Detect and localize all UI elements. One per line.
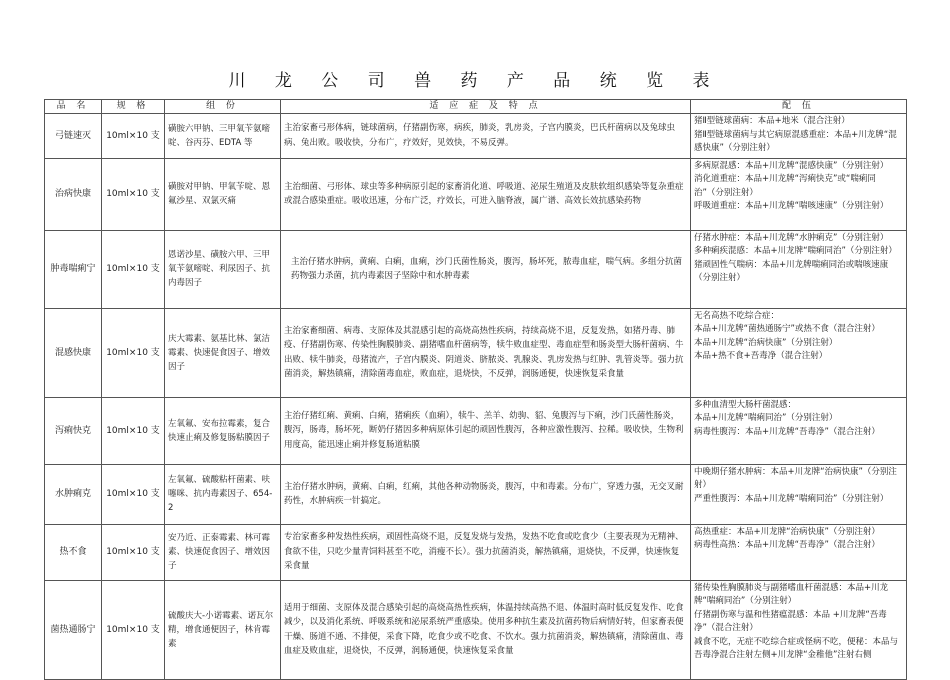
- product-ingredients: 左氧氟、安布拉霉素，复合快速止痢及修复肠粘膜因子: [165, 397, 281, 464]
- product-spec: 10ml×10 支: [102, 230, 165, 308]
- combination-line: 猪顽固性气喘病：本品+川龙牌喘痢同治或喘咳速康（分别注射）: [694, 259, 889, 283]
- product-spec: 10ml×10 支: [102, 114, 165, 159]
- table-row: [45, 230, 907, 308]
- product-indications: 主治仔猪水肿病，黄痢、白痢，红痢，其他各种动物肠炎，腹泻，中和毒素。分布广，穿透力强，无交叉耐药性，水肿病疾一针搞定。: [281, 464, 691, 524]
- product-name: 水肿痢克: [45, 464, 102, 524]
- product-name: 弓链速灭: [45, 114, 102, 159]
- product-indications: 主治家畜弓形体病，链球菌病，仔猪副伤寒，病疾，肺炎，乳房炎，子宫内膜炎，巴氏杆菌病以及兔球虫病、兔出败。吸收快，分布广，疗效好，见效快，不易反弹。: [281, 114, 691, 159]
- product-name: 混感快康: [45, 308, 102, 397]
- table-row: [45, 114, 907, 159]
- table-row: [45, 397, 907, 464]
- product-ingredients: 左氧氟、硫酸粘杆菌素、呋噻咪、抗内毒素因子、654-2: [165, 464, 281, 524]
- product-name: 泻痢快克: [45, 397, 102, 464]
- header-name: 品 名: [45, 100, 102, 114]
- product-name: 肿毒喘痢宁: [45, 230, 102, 308]
- product-name: 热不食: [45, 524, 102, 580]
- combination-line: 呼吸道重症：本品+川龙牌“喘咳速康”（分别注射）: [694, 201, 889, 211]
- table-row: [45, 580, 907, 679]
- product-ingredients: 硫酸庆大-小诺霉素、诺瓦尔精，增食通便因子，林肯霉素: [165, 580, 281, 679]
- product-combination: [691, 308, 907, 397]
- combination-line: 仔猪副伤寒与温和性猪瘟混感：本品 +川龙牌“吾毒净”（混合注射）: [694, 609, 887, 633]
- product-spec: 10ml×10 支: [102, 158, 165, 230]
- combination-line: 多种痢疾混感：本品+川龙牌“喘痢同治”（分别注射）: [694, 246, 897, 256]
- combination-line: 多种血清型大肠杆菌混感：: [694, 399, 797, 410]
- table-row: [45, 464, 907, 524]
- combination-line: 无名高热不吃综合症：: [694, 310, 780, 321]
- combination-line: 多病原混感：本品+川龙牌“混感快康”（分别注射）: [694, 160, 889, 171]
- combination-line: 仔猪水肿症：本品+川龙牌“水肿痢克”（分别注射）: [694, 232, 889, 243]
- product-combination: [691, 158, 907, 230]
- combination-line: 中晚期仔猪水肿病：本品+川龙牌“治病快康”（分别注射）: [694, 466, 897, 490]
- product-spec: 10ml×10 支: [102, 308, 165, 397]
- product-ingredients: 磺胺六甲钠、三甲氧苄氨嘧啶、谷丙芬、EDTA 等: [165, 114, 281, 159]
- product-spec: 10ml×10 支: [102, 580, 165, 679]
- page-title: 川 龙 公 司 兽 药 产 品 统 览 表: [228, 71, 722, 91]
- product-name: 治病快康: [45, 158, 102, 230]
- product-spec: 10ml×10 支: [102, 464, 165, 524]
- header-ingredients: 组 份: [165, 100, 281, 114]
- header-row: [45, 100, 907, 114]
- combination-line: 猪传染性胸膜肺炎与副猪嗜血杆菌混感：本品+川龙牌“喘痢同治”（分别注射）: [694, 582, 889, 606]
- combination-line: 病毒性腹泻：本品+川龙牌“吾毒净”（混合注射）: [694, 426, 880, 437]
- product-ingredients: 恩诺沙星、磺胺六甲、三甲氧苄氨嘧啶、利尿因子、抗内毒因子: [165, 230, 281, 308]
- product-indications: 主治家畜细菌、病毒、支原体及其混感引起的高烧高热性疾病，持续高烧不退，反复发热，如猪丹毒、肺疫、仔猪副伤寒、传染性胸膜肺炎、副猪嗜血杆菌病等，犊牛败血症型、毒血症型和肠炎型大肠杆菌病、牛出败、犊牛肺炎，母猪流产，子宫内膜炎、阴道炎、脐脓炎、乳腺炎、乳房发热与红肿、乳管炎等。强力抗菌消炎，解热镇痛，清除菌毒血症，败血症，退烧快，不反弹，润肠通便，快速恢复采食量: [281, 308, 691, 397]
- header-indications: 适 应 症 及 特 点: [281, 100, 691, 114]
- product-ingredients: 庆大霉素、氨基比林、氯洁霉素、快速促食因子、增效因子: [165, 308, 281, 397]
- product-ingredients: 磺胺对甲钠、甲氧苄啶、恩氟沙星、双氯灭痛: [165, 158, 281, 230]
- combination-line: 本品+川龙牌“治病快康”（分别注射）: [694, 337, 838, 348]
- combination-line: 病毒性高热：本品+川龙牌“吾毒净”（混合注射）: [694, 540, 880, 550]
- product-spec: 10ml×10 支: [102, 524, 165, 580]
- product-combination: [691, 524, 907, 580]
- table-row: [45, 158, 907, 230]
- combination-line: 减食不吃，无症不吃综合症或怪病不吃，便秘：本品与吾毒净混合注射左侧+川龙牌“金稚他”注射右侧: [694, 636, 899, 660]
- combination-line: 本品+川龙牌“喘痢同治”（分别注射）: [694, 413, 838, 423]
- product-indications: 主治细菌、弓形体、球虫等多种病原引起的家畜消化道、呼吸道、泌尿生殖道及皮肤软组织感染等复杂重症或混合感染重症。吸收迅速，分布广泛，疗效长，可进入脑脊液，属广谱、高效长效抗感染药物: [281, 158, 691, 230]
- header-spec: 规 格: [102, 100, 165, 114]
- combination-line: 严重性腹泻：本品+川龙牌“喘痢同治”（分别注射）: [694, 493, 889, 504]
- product-table: [44, 99, 907, 680]
- combination-line: 本品+川龙牌“菌热通肠宁”或热不食（混合注射）: [694, 324, 880, 334]
- product-indications: 适用于细菌、支原体及混合感染引起的高烧高热性疾病，体温持续高热不退、体温时高时低反复发作、吃食减少，以及消化系统、呼吸系统和泌尿系统严重感染。使用多种抗生素及抗菌药物后病情好转，但家畜表便干燥、肠道不通、不排便，采食下降，吃食少或不吃食、不饮水。强力抗菌消炎，解热镇痛，清除菌血、毒血症及败血症，退烧快，不反弹，润肠通便，快速恢复采食量: [281, 580, 691, 679]
- product-spec: 10ml×10 支: [102, 397, 165, 464]
- product-indications: 专治家畜多种发热性疾病，顽固性高烧不退，反复发烧与发热，发热不吃食或吃食少（主要表现为无精神、食欲不佳，只吃少量青饲料甚至不吃，消瘦不长）。强力抗菌消炎，解热镇痛，退烧快，不反弹，快速恢复采食量: [281, 524, 691, 580]
- header-combination: 配 伍: [691, 100, 907, 114]
- product-indications: 主治仔猪水肿病，黄痢、白痢，血痢，沙门氏菌性肠炎，腹泻，肠坏死，脓毒血症，喘气病。多组分抗菌药物强力杀菌，抗内毒素因子坚除中和水肿毒素: [281, 230, 691, 308]
- product-ingredients: 安乃近、正泰霉素、林可霉素、快速促食因子、增效因子: [165, 524, 281, 580]
- product-combination: [691, 397, 907, 464]
- combination-line: 猪Ⅱ型链球菌病：本品+地米（混合注射）: [694, 116, 850, 126]
- product-combination: [691, 464, 907, 524]
- combination-line: 本品+热不食+吾毒净（混合注射）: [694, 351, 828, 361]
- product-name: 菌热通肠宁: [45, 580, 102, 679]
- combination-line: 高热重症：本品+川龙牌“治病快康”（分别注射）: [694, 526, 880, 537]
- table-row: [45, 308, 907, 397]
- combination-line: 消化道重症：本品+川龙牌“泻痢快克”或“喘痢同治”（分别注射）: [694, 174, 876, 198]
- product-combination: [691, 580, 907, 679]
- product-combination: [691, 230, 907, 308]
- combination-line: 猪Ⅱ型链球菌病与其它病原混感重症：本品+川龙牌“混感快康”（分别注射）: [694, 129, 897, 153]
- product-indications: 主治仔猪红痢、黄痢、白痢，猪痢疾（血痢），犊牛、羔羊、幼驹、貂、兔腹泻与下痢，沙门氏菌性肠炎，腹泻，肠毒，肠坏死，断奶仔猪因多种病原体引起的顽固性腹泻，各种应激性腹泻、拉稀。吸收快，生物利用度高，能迅速止痢并修复肠道粘膜: [281, 397, 691, 464]
- product-combination: [691, 114, 907, 159]
- table-row: [45, 524, 907, 580]
